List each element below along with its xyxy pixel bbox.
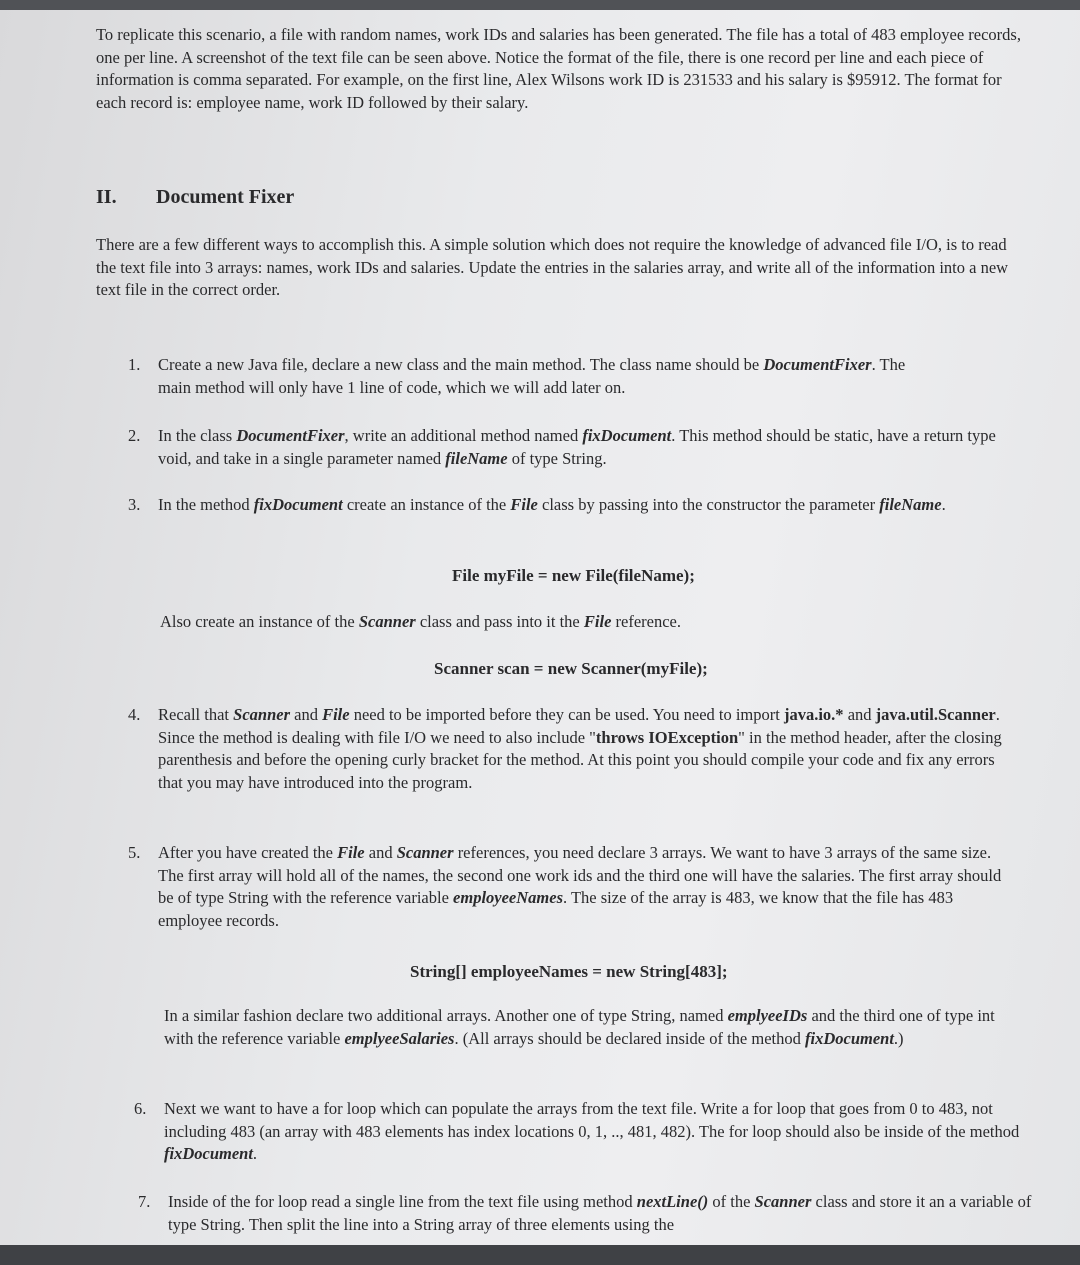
item-number: 3. — [128, 495, 141, 514]
code-file-constructor: File myFile = new File(fileName); — [452, 566, 695, 585]
list-item-5 — [128, 842, 1018, 932]
item-text: In the method fixDocument create an instance of the File class by passing into the constructor the parameter fileName. — [158, 495, 946, 514]
item-number: 4. — [128, 705, 141, 724]
item-number: 2. — [128, 426, 141, 445]
item-text: Next we want to have a for loop which can populate the arrays from the text file. Write a for loop that goes from 0 to 483, not including 483 (an array with 483 elements has index locations 0, 1, .., 481, 482). The for loop should also be inside of the method fixDocument. — [164, 1099, 1020, 1163]
section-intro-paragraph: There are a few different ways to accomplish this. A simple solution which does not require the knowledge of advanced file I/O, is to read the text file into 3 arrays: names, work IDs and salaries. Update the entries in the salaries array, and write all of the information into a new text file in the correct order. — [96, 235, 1009, 299]
list-item-1 — [128, 354, 918, 399]
bottom-edge — [0, 1245, 1080, 1265]
list-item-4 — [128, 704, 1018, 794]
item-text: Create a new Java file, declare a new class and the main method. The class name should be DocumentFixer. The main method will only have 1 line of code, which we will add later on. — [158, 355, 906, 397]
list-item-3 — [128, 494, 988, 517]
item-text: Recall that Scanner and File need to be imported before they can be used. You need to import java.io.* and java.util.Scanner. Since the method is dealing with file I/O we need to also include "throws IOException" in the method header, after the closing parenthesis and before the opening curly bracket for the method. At this point you should compile your code and fix any errors that you may have introduced into the program. — [158, 705, 1002, 792]
item-number: 6. — [134, 1099, 147, 1118]
code-employee-names-array: String[] employeeNames = new String[483]; — [410, 962, 728, 981]
list-item-6 — [134, 1098, 1034, 1166]
section-number: II. — [96, 186, 117, 208]
item-number: 7. — [138, 1192, 151, 1211]
list-item-2 — [128, 425, 1008, 470]
item-text: Inside of the for loop read a single line from the text file using method nextLine() of the Scanner class and store it an a variable of type String. Then split the line into a String array of three elements using the — [168, 1192, 1032, 1234]
top-edge — [0, 0, 1080, 10]
intro-paragraph: To replicate this scenario, a file with random names, work IDs and salaries has been generated. The file has a total of 483 employee records, one per line. A screenshot of the text file can be seen above. Notice the format of the file, there is one record per line and each piece of information is comma separated. For example, on the first line, Alex Wilsons work ID is 231533 and his salary is $95912. The format for each record is: employee name, work ID followed by their salary. — [96, 25, 1021, 112]
item-number: 1. — [128, 355, 141, 374]
list-item-7 — [138, 1191, 1038, 1236]
item-text: After you have created the File and Scanner references, you need declare 3 arrays. We want to have 3 arrays of the same size. The first array will hold all of the names, the second one work ids and the third one will have the salaries. The first array should be of type String with the reference variable employeeNames. The size of the array is 483, we know that the file has 483 employee records. — [158, 843, 1002, 930]
item-text: In the class DocumentFixer, write an additional method named fixDocument. This method should be static, have a return type void, and take in a single parameter named fileName of type String. — [158, 426, 996, 468]
section-title: Document Fixer — [156, 186, 295, 208]
section-heading — [96, 186, 294, 209]
item-5-continuation: In a similar fashion declare two additional arrays. Another one of type String, named emplyeeIDs and the third one of type int with the reference variable emplyeeSalaries. (All arrays should be declared inside of the method fixDocument.) — [164, 1006, 995, 1048]
item-3-continuation: Also create an instance of the Scanner class and pass into it the File reference. — [160, 612, 681, 631]
code-scanner-constructor: Scanner scan = new Scanner(myFile); — [434, 659, 708, 678]
item-number: 5. — [128, 843, 141, 862]
